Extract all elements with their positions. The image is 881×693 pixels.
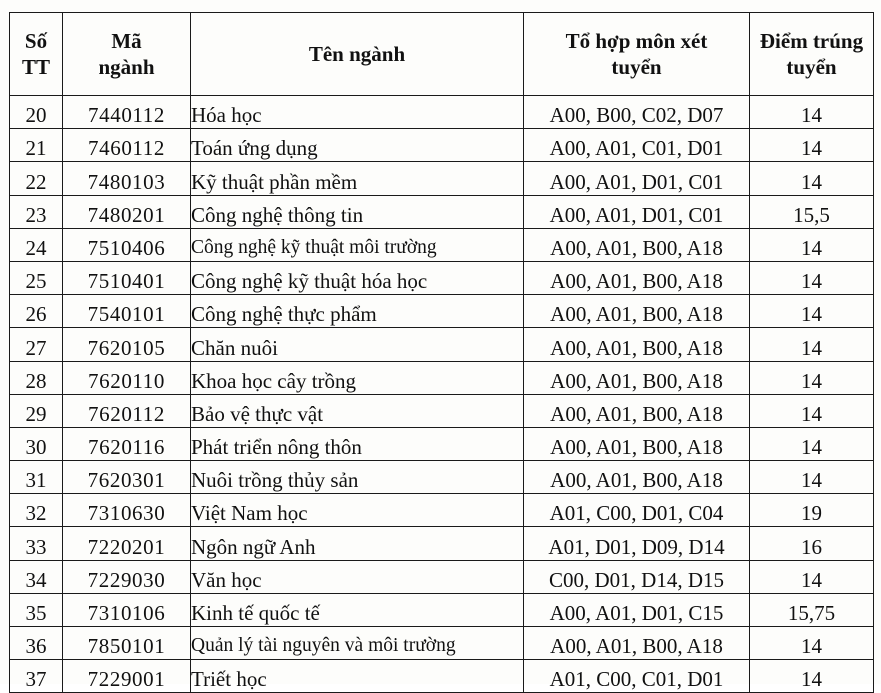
row-stt-cell: 33: [10, 527, 63, 560]
table-row: [10, 593, 874, 626]
row-ten-nganh-cell: Việt Nam học: [191, 494, 524, 527]
row-to-hop-cell: A00, A01, B00, A18: [524, 261, 750, 294]
row-diem-cell: 14: [750, 427, 874, 460]
row-ten-nganh-cell: Khoa học cây trồng: [191, 361, 524, 394]
table-row: [10, 162, 874, 195]
table-row: [10, 328, 874, 361]
row-diem-cell: 15,75: [750, 593, 874, 626]
row-stt-cell: 29: [10, 394, 63, 427]
row-ten-nganh-cell: Chăn nuôi: [191, 328, 524, 361]
row-ma-nganh-cell: 7480201: [63, 195, 191, 228]
row-ma-nganh-cell: 7850101: [63, 627, 191, 660]
table-row: [10, 427, 874, 460]
row-stt-cell: 25: [10, 261, 63, 294]
row-to-hop-cell: A01, C00, D01, C04: [524, 494, 750, 527]
row-diem-cell: 14: [750, 328, 874, 361]
row-stt-cell: 20: [10, 96, 63, 129]
row-stt-cell: 24: [10, 228, 63, 261]
row-ma-nganh-cell: 7310630: [63, 494, 191, 527]
row-ma-nganh-cell: 7480103: [63, 162, 191, 195]
header-to-hop: [524, 13, 750, 96]
header-ma-line2: ngành: [98, 55, 155, 79]
table-header: [10, 13, 874, 96]
row-diem-cell: 14: [750, 627, 874, 660]
row-ten-nganh-cell: Nuôi trồng thủy sản: [191, 461, 524, 494]
row-to-hop-cell: A00, A01, B00, A18: [524, 394, 750, 427]
table-row: [10, 660, 874, 693]
row-stt-cell: 35: [10, 593, 63, 626]
row-stt-cell: 30: [10, 427, 63, 460]
header-ten-label: Tên ngành: [308, 42, 406, 66]
row-stt-cell: 26: [10, 295, 63, 328]
row-diem-cell: 14: [750, 361, 874, 394]
row-stt-cell: 22: [10, 162, 63, 195]
table-body: [10, 96, 874, 693]
row-ma-nganh-cell: 7310106: [63, 593, 191, 626]
row-diem-cell: 19: [750, 494, 874, 527]
row-ma-nganh-cell: 7229001: [63, 660, 191, 693]
table-row: [10, 261, 874, 294]
row-stt-cell: 34: [10, 560, 63, 593]
table-row: [10, 527, 874, 560]
header-diem: [750, 13, 874, 96]
row-ma-nganh-cell: 7620116: [63, 427, 191, 460]
row-ma-nganh-cell: 7460112: [63, 129, 191, 162]
header-stt-line2: TT: [21, 55, 50, 79]
table-row: [10, 96, 874, 129]
row-to-hop-cell: A00, A01, B00, A18: [524, 627, 750, 660]
table-row: [10, 361, 874, 394]
row-ma-nganh-cell: 7510401: [63, 261, 191, 294]
row-diem-cell: 14: [750, 261, 874, 294]
row-diem-cell: 14: [750, 560, 874, 593]
row-ma-nganh-cell: 7540101: [63, 295, 191, 328]
table-row: [10, 560, 874, 593]
row-diem-cell: 15,5: [750, 195, 874, 228]
row-ten-nganh-cell: Công nghệ kỹ thuật môi trường: [191, 228, 524, 261]
header-ten-nganh: [191, 13, 524, 96]
row-ten-nganh-cell: Bảo vệ thực vật: [191, 394, 524, 427]
table-row: [10, 627, 874, 660]
row-ma-nganh-cell: 7620301: [63, 461, 191, 494]
row-to-hop-cell: A00, A01, B00, A18: [524, 461, 750, 494]
row-stt-cell: 37: [10, 660, 63, 693]
header-row: [10, 13, 874, 96]
row-to-hop-cell: C00, D01, D14, D15: [524, 560, 750, 593]
row-ten-nganh-cell: Triết học: [191, 660, 524, 693]
row-ten-nganh-cell: Quản lý tài nguyên và môi trường: [191, 627, 524, 660]
header-ma-nganh: [63, 13, 191, 96]
row-stt-cell: 36: [10, 627, 63, 660]
row-ten-nganh-cell: Kinh tế quốc tế: [191, 593, 524, 626]
row-stt-cell: 27: [10, 328, 63, 361]
row-ten-nganh-cell: Công nghệ kỹ thuật hóa học: [191, 261, 524, 294]
row-diem-cell: 14: [750, 96, 874, 129]
row-ten-nganh-cell: Ngôn ngữ Anh: [191, 527, 524, 560]
table-row: [10, 394, 874, 427]
header-stt: [10, 13, 63, 96]
row-diem-cell: 14: [750, 660, 874, 693]
row-ma-nganh-cell: 7440112: [63, 96, 191, 129]
table-row: [10, 195, 874, 228]
row-ma-nganh-cell: 7620110: [63, 361, 191, 394]
header-diem-line1: Điểm trúng: [759, 29, 864, 53]
row-ten-nganh-cell: Văn học: [191, 560, 524, 593]
row-ma-nganh-cell: 7620105: [63, 328, 191, 361]
row-ten-nganh-cell: Công nghệ thực phẩm: [191, 295, 524, 328]
row-diem-cell: 14: [750, 129, 874, 162]
row-to-hop-cell: A00, A01, B00, A18: [524, 295, 750, 328]
table-row: [10, 494, 874, 527]
row-stt-cell: 23: [10, 195, 63, 228]
row-diem-cell: 14: [750, 461, 874, 494]
header-diem-line2: tuyển: [786, 55, 837, 79]
admission-scores-table: [9, 12, 874, 693]
row-ma-nganh-cell: 7220201: [63, 527, 191, 560]
table-row: [10, 461, 874, 494]
row-to-hop-cell: A00, A01, D01, C15: [524, 593, 750, 626]
row-diem-cell: 14: [750, 228, 874, 261]
row-to-hop-cell: A00, A01, B00, A18: [524, 427, 750, 460]
row-stt-cell: 21: [10, 129, 63, 162]
header-ma-line1: Mã: [111, 29, 142, 53]
row-to-hop-cell: A00, B00, C02, D07: [524, 96, 750, 129]
row-ten-nganh-cell: Công nghệ thông tin: [191, 195, 524, 228]
row-diem-cell: 14: [750, 295, 874, 328]
row-to-hop-cell: A01, D01, D09, D14: [524, 527, 750, 560]
row-to-hop-cell: A00, A01, B00, A18: [524, 228, 750, 261]
row-ma-nganh-cell: 7229030: [63, 560, 191, 593]
table-row: [10, 295, 874, 328]
row-to-hop-cell: A00, A01, D01, C01: [524, 162, 750, 195]
row-ten-nganh-cell: Hóa học: [191, 96, 524, 129]
row-ma-nganh-cell: 7620112: [63, 394, 191, 427]
row-diem-cell: 16: [750, 527, 874, 560]
header-tohop-line1: Tổ hợp môn xét: [565, 29, 708, 53]
row-stt-cell: 31: [10, 461, 63, 494]
row-ten-nganh-cell: Kỹ thuật phần mềm: [191, 162, 524, 195]
header-tohop-line2: tuyển: [611, 55, 662, 79]
row-to-hop-cell: A01, C00, C01, D01: [524, 660, 750, 693]
table-row: [10, 228, 874, 261]
header-stt-line1: Số: [24, 29, 48, 53]
row-to-hop-cell: A00, A01, D01, C01: [524, 195, 750, 228]
row-to-hop-cell: A00, A01, C01, D01: [524, 129, 750, 162]
row-ten-nganh-cell: Phát triển nông thôn: [191, 427, 524, 460]
row-diem-cell: 14: [750, 162, 874, 195]
row-to-hop-cell: A00, A01, B00, A18: [524, 328, 750, 361]
row-stt-cell: 32: [10, 494, 63, 527]
row-to-hop-cell: A00, A01, B00, A18: [524, 361, 750, 394]
row-diem-cell: 14: [750, 394, 874, 427]
row-ten-nganh-cell: Toán ứng dụng: [191, 129, 524, 162]
row-ma-nganh-cell: 7510406: [63, 228, 191, 261]
row-stt-cell: 28: [10, 361, 63, 394]
table-row: [10, 129, 874, 162]
